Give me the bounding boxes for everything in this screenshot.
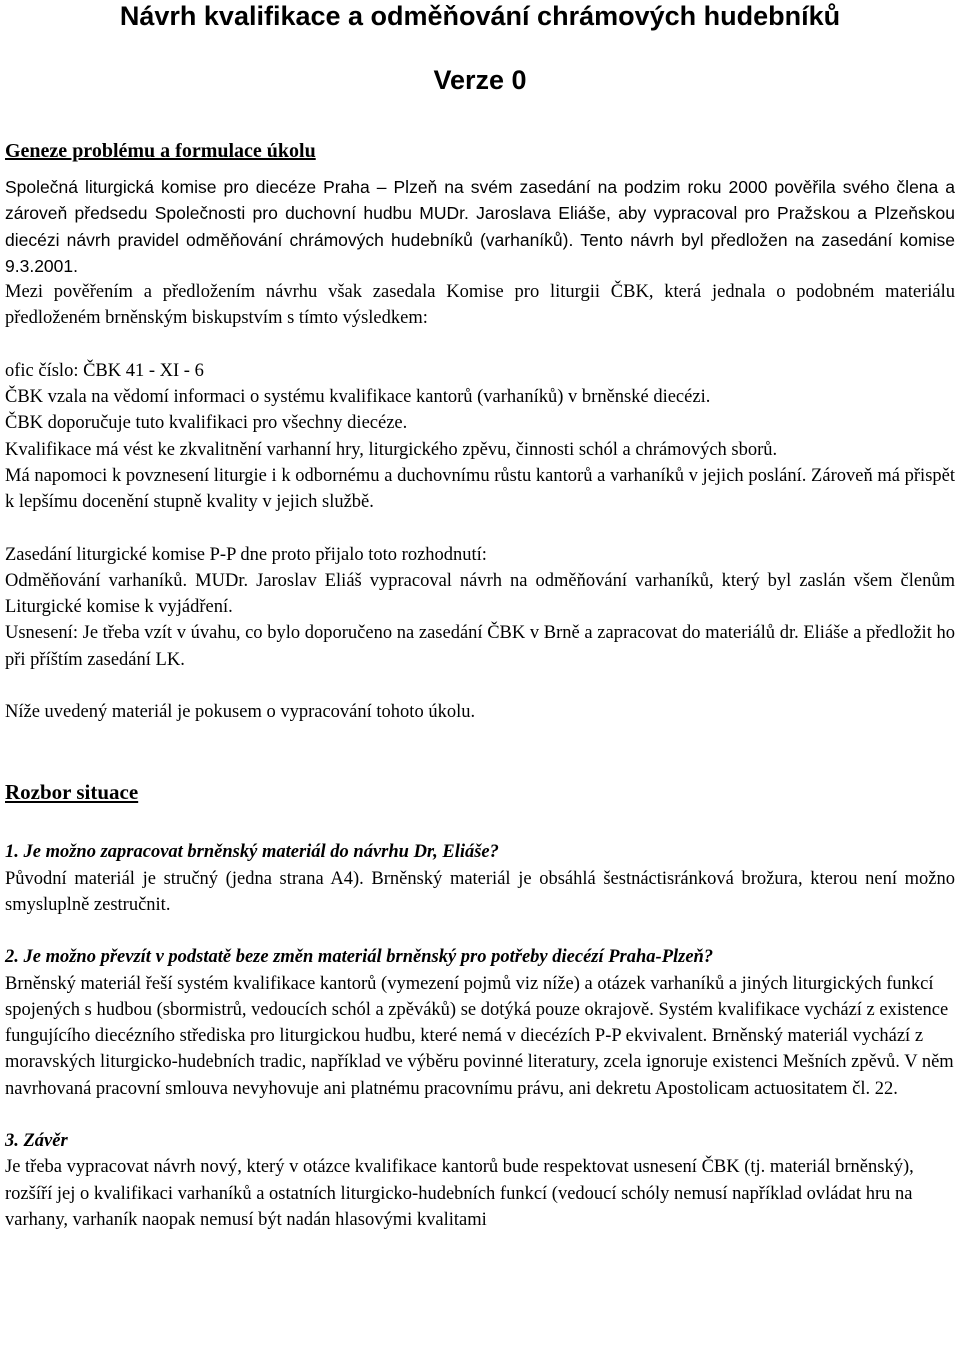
answer-1: Původní materiál je stručný (jedna strana A4). Brněnský materiál je obsáhlá šestnáctisránková brožura, kterou není možno smysluplně zestručnit. — [5, 868, 955, 915]
ofic-number: ofic číslo: ČBK 41 - XI - 6 — [5, 360, 204, 381]
document-title: Návrh kvalifikace a odměňování chrámových hudebníků — [119, 1, 841, 31]
lk-line-3: Usnesení: Je třeba vzít v úvahu, co bylo doporučeno na zasedání ČBK v Brně a zapracovat do materiálů dr. Eliáše a předložit ho při příštím zasedání LK. — [5, 623, 955, 670]
cbk-line-3: Kvalifikace má vést ke zkvalitnění varhanní hry, liturgického zpěvu, činnosti schól a chrámových sborů. — [5, 439, 778, 460]
paragraph-intro: Společná liturgická komise pro diecéze Praha – Plzeň na svém zasedání na podzim roku 2000 pověřila svého člena a zároveň předsedu Společnosti pro duchovní hudbu MUDr. Jaroslava Eliáše, aby vypracoval pro Pražskou a Plzeňskou diecézi návrh pravidel odměňování chrámových hudebníků (varhaníků). Tento návrh byl předložen na zasedání komise 9.3.2001. — [5, 177, 955, 276]
lk-line-4: Níže uvedený materiál je pokusem o vypracování tohoto úkolu. — [5, 702, 476, 723]
document-body — [5, 138, 955, 1233]
cbk-line-2: ČBK doporučuje tuto kvalifikaci pro všechny diecéze. — [5, 413, 408, 434]
cbk-line-4: Má napomoci k povznesení liturgie i k odbornému a duchovnímu růstu kantorů a varhaníků v jejich poslání. Zároveň má přispět k lepšímu docenění stupně kvality v jejich službě. — [5, 465, 955, 513]
section-heading-analysis: Rozbor situace — [5, 780, 139, 805]
lk-line-2: Odměňování varhaníků. MUDr. Jaroslav Eliáš vypracoval návrh na odměňování varhaníků, který byl zaslán všem členům Liturgické komise k vyjádření. — [5, 570, 955, 618]
question-1: 1. Je možno zapracovat brněnský materiál do návrhu Dr, Eliáše? — [5, 842, 499, 863]
lk-line-1: Zasedání liturgické komise P-P dne proto přijalo toto rozhodnutí: — [5, 544, 487, 565]
answer-2: Brněnský materiál řeší systém kvalifikace kantorů (vymezení pojmů viz níže) a otázek varhaníků a jiných liturgických funkcí spojených s hudbou (sbormistrů, vedoucích schól a zpěváků) se dotýká pouze okrajově. Systém kvalifikace vychází z existence fungujícího diecézního střediska pro liturgickou hudbu, které nemá v diecézích P-P ekvivalent. Brněnský materiál vychází z moravských liturgicko-hudebních tradic, například ve výběru povinné literatury, zcela ignoruje existenci Mešních zpěvů. V něm navrhovaná pracovní smlouva nevyhovuje ani platnému pracovnímu právu, ani dekretu Apostolicam actuositatem čl. 22. — [5, 973, 954, 1099]
question-3: 3. Závěr — [5, 1131, 68, 1152]
section-heading-genesis: Geneze problému a formulace úkolu — [5, 140, 316, 162]
answer-3: Je třeba vypracovat návrh nový, který v otázce kvalifikace kantorů bude respektovat usnesení ČBK (tj. materiál brněnský), rozšíří jej o kvalifikaci varhaníků a ostatních liturgicko-hudebních funkcí (vedoucí schóly nemusí například ovládat hru na varhany, varhaník naopak nemusí být nadán hlasovými kvalitami — [5, 1157, 914, 1230]
paragraph-mezi: Mezi pověřením a předložením návrhu však zasedala Komise pro liturgii ČBK, která jednala o podobném materiálu předloženém brněnským biskupstvím s tímto výsledkem: — [5, 282, 955, 329]
version-label: Verze 0 — [433, 65, 527, 95]
cbk-line-1: ČBK vzala na vědomí informaci o systému kvalifikace kantorů (varhaníků) v brněnské diecézi. — [5, 387, 711, 408]
question-2: 2. Je možno převzít v podstatě beze změn materiál brněnský pro potřeby diecézí Praha-Plzeň? — [5, 947, 714, 968]
